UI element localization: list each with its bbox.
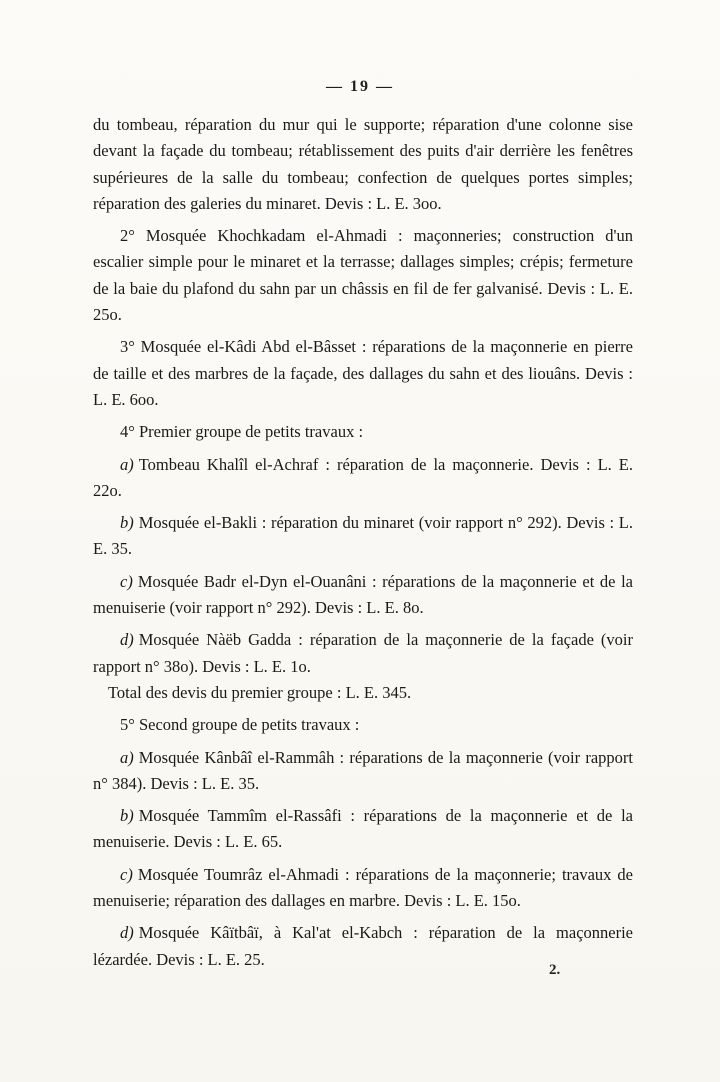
paragraph: [93, 452, 633, 505]
paragraph-text: Mosquée Badr el-Dyn el-Ouanâni : réparations de la maçonnerie et de la menuiserie (voir rapport n° 292). Devis : L. E. 8o.: [93, 571, 633, 618]
page-number: — 19 —: [326, 78, 394, 95]
item-marker: a): [120, 747, 134, 767]
item-marker: b): [120, 806, 134, 826]
paragraph-text: Tombeau Khalîl el-Achraf : réparation de la maçonnerie. Devis : L. E. 22o.: [93, 454, 633, 500]
paragraph-text: Mosquée el-Bakli : réparation du minaret (voir rapport n° 292). Devis : L. E. 35.: [93, 513, 633, 559]
paragraph: [93, 627, 633, 680]
paragraph: [93, 334, 633, 413]
paragraph: [93, 569, 633, 622]
item-marker: d): [120, 630, 134, 650]
paragraph-text: Mosquée Kânbâî el-Rammâh : réparations de la maçonnerie (voir rapport n° 384). Devis : L. E. 35.: [93, 747, 633, 793]
paragraph: [93, 745, 633, 798]
paragraph: [93, 510, 633, 563]
paragraph-text: 3° Mosquée el-Kâdi Abd el-Bâsset : réparations de la maçonnerie en pierre de taille et des marbres de la façade, des dallages du sahn et des liouâns. Devis : L. E. 6oo.: [93, 337, 633, 409]
paragraph: [93, 223, 633, 328]
paragraph-text: Mosquée Tammîm el-Rassâfi : réparations de la maçonnerie et de la menuiserie. Devis : L. E. 65.: [93, 806, 633, 852]
paragraph: [93, 419, 633, 445]
page-content: [93, 112, 633, 973]
item-marker: d): [120, 923, 134, 943]
item-marker: a): [120, 454, 134, 474]
paragraph-text: Total des devis du premier groupe : L. E. 345.: [108, 682, 412, 702]
paragraph-text: du tombeau, réparation du mur qui le supporte; réparation d'une colonne sise devant la façade du tombeau; rétablissement des puits d'air derrière les fenêtres supérieures de la salle du tombeau; confection de quelques portes simples; réparation des galeries du minaret. Devis : L. E. 3oo.: [93, 115, 633, 213]
paragraph-total: [93, 680, 633, 706]
paragraph: [93, 862, 633, 915]
paragraph-text: 4° Premier groupe de petits travaux :: [120, 422, 364, 442]
paragraph: [93, 803, 633, 856]
paragraph-text: 5° Second groupe de petits travaux :: [120, 715, 360, 735]
paragraph: [93, 112, 633, 217]
item-marker: c): [120, 864, 133, 884]
paragraph-text: Mosquée Kâïtbâï, à Kal'at el-Kabch : réparation de la maçonnerie lézardée. Devis : L. E. 25.: [93, 923, 633, 969]
paragraph: [93, 712, 633, 738]
sheet-signature: 2.: [549, 962, 561, 978]
paragraph-text: 2° Mosquée Khochkadam el-Ahmadi : maçonneries; construction d'un escalier simple pour le minaret et la terrasse; dallages simples; crépis; fermeture de la baie du plafond du sahn par un châssis en fil de fer galvanisé. Devis : L. E. 25o.: [93, 226, 633, 325]
paragraph-text: Mosquée Toumrâz el-Ahmadi : réparations de la maçonnerie; travaux de menuiserie; réparation des dallages en marbre. Devis : L. E. 15o.: [93, 864, 633, 911]
paragraph-text: Mosquée Nàëb Gadda : réparation de la maçonnerie de la façade (voir rapport n° 38o). Devis : L. E. 1o.: [93, 630, 633, 676]
item-marker: b): [120, 513, 134, 533]
item-marker: c): [120, 571, 133, 591]
